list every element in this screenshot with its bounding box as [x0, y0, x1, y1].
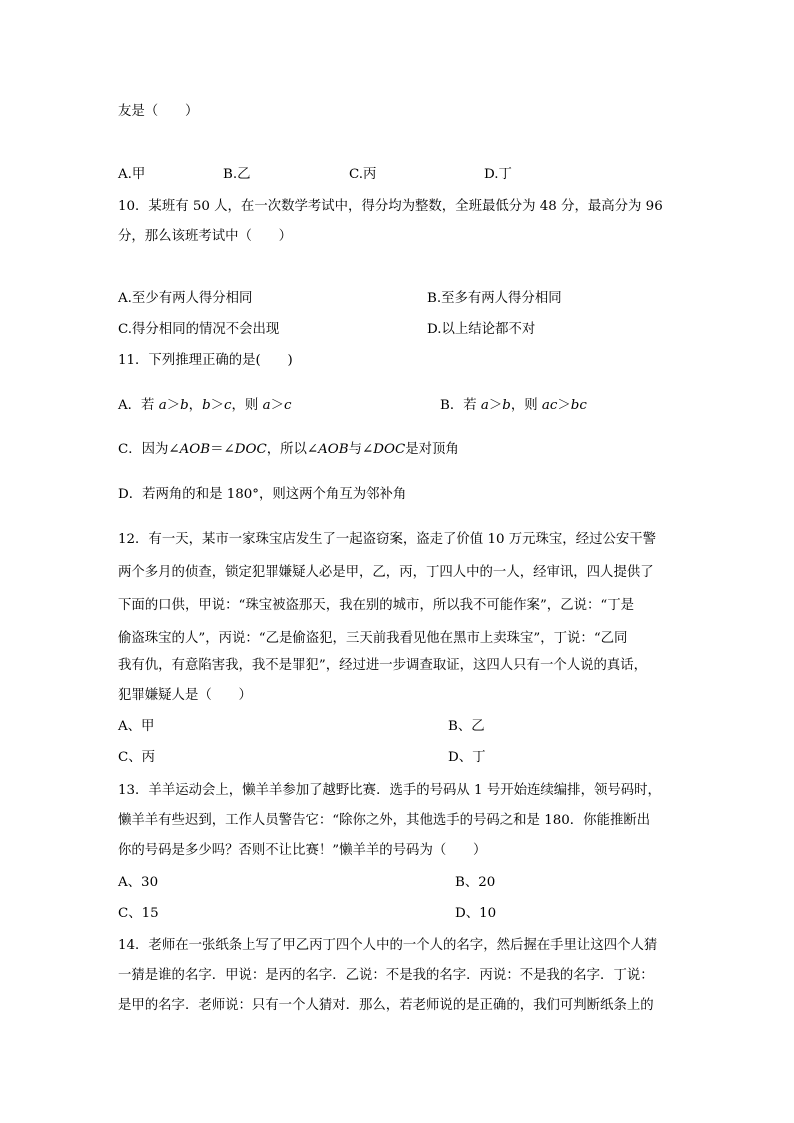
q10-option-d: D.以上结论都不对 [427, 322, 536, 337]
q10-stem-line-1: 10．某班有 50 人，在一次数学考试中，得分均为整数，全班最低分为 48 分，最高分为 96 [118, 199, 663, 214]
q12-stem-line-3: 下面的口供，甲说：“珠宝被盗那天，我在别的城市，所以我不可能作案”，乙说：“丁是 [118, 598, 634, 613]
q12-stem-line-5: 我有仇，有意陷害我，我不是罪犯”，经过进一步调查取证，这四人只有一个人说的真话， [118, 658, 648, 673]
q10-option-b: B.至多有两人得分相同 [427, 291, 562, 306]
q14-stem-line-1: 14．老师在一张纸条上写了甲乙丙丁四个人中的一个人的名字，然后握在手里让这四个人猜 [118, 938, 658, 953]
q13-stem-line-1: 13．羊羊运动会上，懒羊羊参加了越野比赛．选手的号码从 1 号开始连续编排，领号码时， [118, 783, 661, 798]
q13-option-a: A、30 [118, 875, 159, 890]
q14-stem-line-2: 一猜是谁的名字．甲说：是丙的名字．乙说：不是我的名字．丙说：不是我的名字．丁说： [118, 968, 654, 983]
q13-option-d: D、10 [455, 906, 497, 921]
q12-stem-line-4: 偷盗珠宝的人”，丙说：“乙是偷盗犯，三天前我看见他在黑市上卖珠宝”，丁说：“乙同 [118, 631, 628, 646]
q9-option-d: D.丁 [484, 167, 512, 182]
q11-stem: 11．下列推理正确的是( ) [118, 353, 293, 368]
q12-stem-line-1: 12．有一天，某市一家珠宝店发生了一起盗窃案，盗走了价值 10 万元珠宝，经过公安干警 [118, 532, 657, 547]
q11-option-a: A．若 a＞b，b＞c，则 a＞c [118, 398, 292, 413]
q10-stem-line-2: 分，那么该班考试中（ ） [118, 229, 293, 244]
q12-option-d: D、丁 [448, 750, 486, 765]
q13-stem-line-3: 你的号码是多少吗？否则不让比赛！”懒羊羊的号码为（ ） [118, 843, 487, 858]
q9-stem-tail: 友是（ ） [118, 104, 199, 119]
q14-stem-line-3: 是甲的名字．老师说：只有一个人猜对．那么，若老师说的是正确的，我们可判断纸条上的 [118, 998, 654, 1013]
q13-option-b: B、20 [455, 875, 496, 890]
q11-option-c: C．因为∠AOB＝∠DOC，所以∠AOB与∠DOC是对顶角 [118, 442, 459, 457]
q11-option-d: D．若两角的和是 180°，则这两个角互为邻补角 [118, 487, 407, 502]
q10-option-a: A.至少有两人得分相同 [118, 291, 253, 306]
q10-option-c: C.得分相同的情况不会出现 [118, 322, 280, 337]
q12-stem-line-6: 犯罪嫌疑人是（ ） [118, 688, 252, 703]
q9-option-c: C.丙 [349, 167, 377, 182]
q11-option-b: B．若 a＞b，则 ac＞bc [440, 398, 587, 413]
q12-option-a: A、甲 [118, 719, 155, 734]
q12-stem-line-2: 两个多月的侦查，锁定犯罪嫌疑人必是甲，乙，丙，丁四人中的一人，经审讯，四人提供了 [118, 565, 654, 580]
q12-option-b: B、乙 [448, 719, 485, 734]
q9-option-a: A.甲 [118, 167, 146, 182]
q13-option-c: C、15 [118, 906, 159, 921]
q9-option-b: B.乙 [223, 167, 251, 182]
q13-stem-line-2: 懒羊羊有些迟到，工作人员警告它：“除你之外，其他选手的号码之和是 180．你能推断出 [118, 813, 651, 828]
q12-option-c: C、丙 [118, 750, 156, 765]
